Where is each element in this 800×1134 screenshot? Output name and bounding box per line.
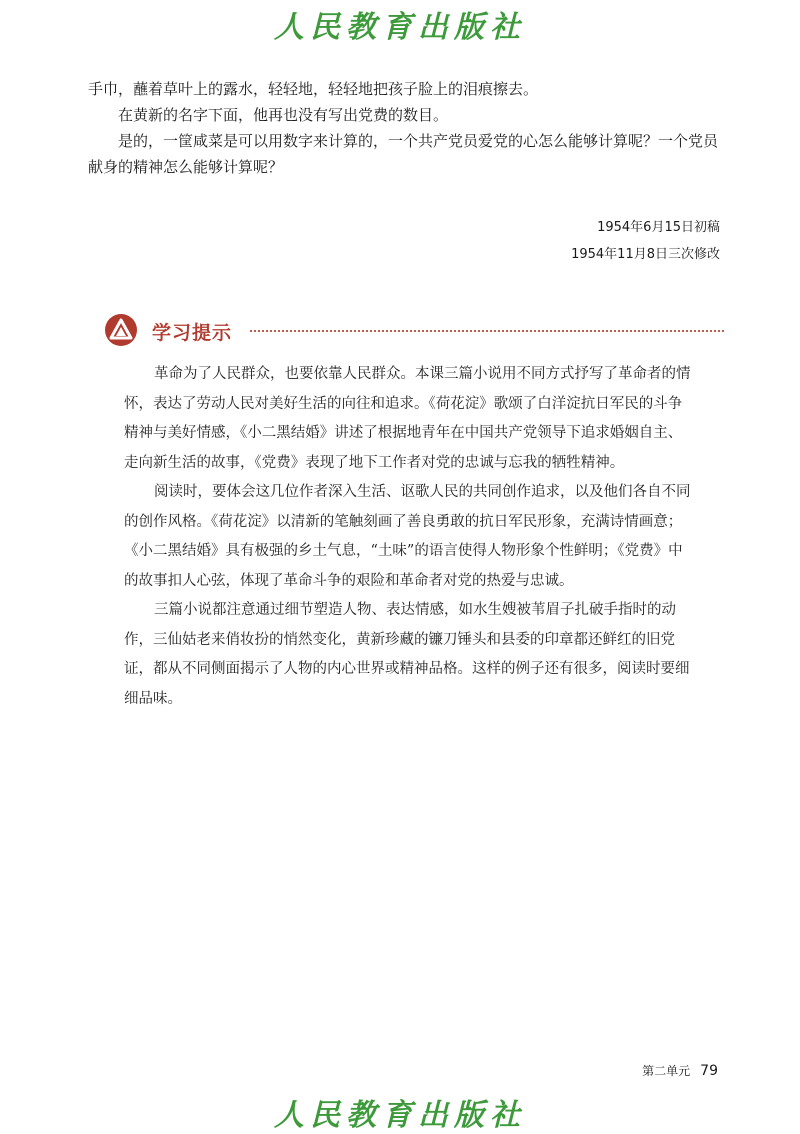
tips-paragraph: 阅读时，要体会这几位作者深入生活、讴歌人民的共同创作追求，以及他们各自不同的创作风格。《荷花淀》以清新的笔触刻画了善良勇敢的抗日军民形象，充满诗情画意；《小二黑结婚》具有极强的乡土气息，“土味”的语言使得人物形象个性鲜明；《党费》中的故事扣人心弦，体现了革命斗争的艰险和革命者对党的热爱与忠诚。 — [124, 484, 691, 589]
unit-label: 第二单元 — [642, 1064, 691, 1078]
date-signature — [571, 214, 720, 268]
first-draft-date: 1954年6月15日初稿 — [597, 220, 720, 235]
paragraph: 是的，一筐咸菜是可以用数字来计算的，一个共产党员爱党的心怎么能够计算呢？一个党员献身的精神怎么能够计算呢？ — [88, 132, 719, 176]
story-ending — [88, 76, 724, 180]
tips-paragraph: 三篇小说都注意通过细节塑造人物、表达情感，如水生嫂被苇眉子扎破手指时的动作，三仙姑老来俏妆扮的悄然变化，黄新珍藏的镰刀锤头和县委的印章都还鲜红的旧党证，都从不同侧面揭示了人物的内心世界或精神品格。这样的例子还有很多，阅读时要细细品味。 — [124, 602, 690, 707]
tips-paragraph: 革命为了人民群众，也要依靠人民群众。本课三篇小说用不同方式抒写了革命者的情怀，表达了劳动人民对美好生活的向往和追求。《荷花淀》歌颂了白洋淀抗日军民的斗争精神与美好情感，《小二黑结婚》讲述了根据地青年在中国共产党领导下追求婚姻自主、走向新生活的故事，《党费》表现了地下工作者对党的忠诚与忘我的牺牲精神。 — [124, 366, 691, 471]
publisher-logo-bottom: 人民教育出版社 — [274, 1098, 526, 1133]
study-tips-header — [104, 313, 724, 347]
revision-date: 1954年11月8日三次修改 — [571, 247, 720, 262]
study-tips-title: 学习提示 — [152, 322, 233, 344]
study-tips-icon — [104, 313, 138, 347]
page-number: 79 — [700, 1063, 718, 1079]
page-footer — [642, 1062, 718, 1079]
paragraph: 手巾，蘸着草叶上的露水，轻轻地，轻轻地把孩子脸上的泪痕擦去。 — [88, 80, 539, 98]
dotted-divider — [250, 330, 724, 332]
study-tips-content — [124, 360, 694, 714]
publisher-logo-top: 人民教育出版社 — [274, 10, 526, 45]
paragraph: 在黄新的名字下面，他再也没有写出党费的数目。 — [118, 106, 449, 124]
